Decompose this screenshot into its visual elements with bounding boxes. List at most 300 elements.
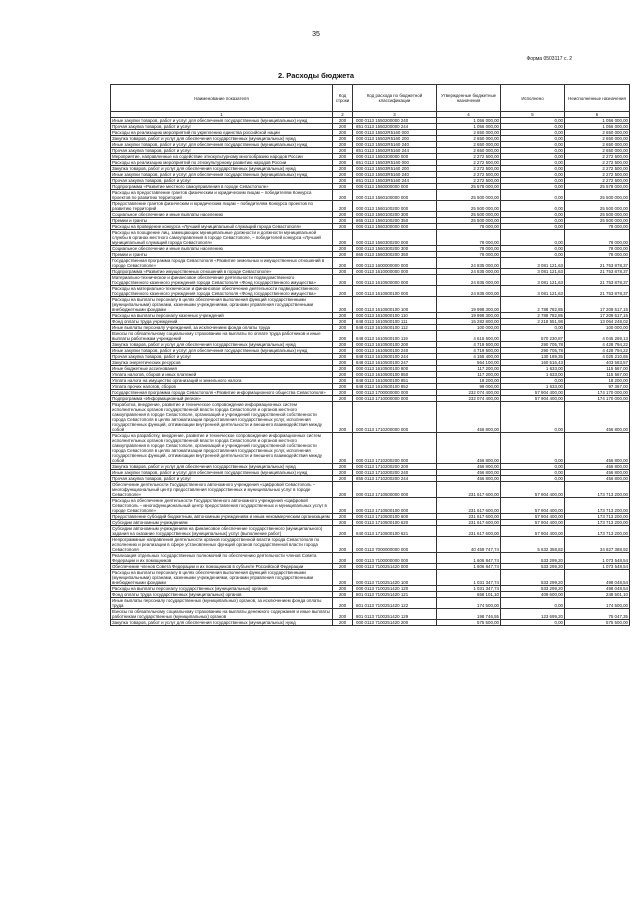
row-indicator-name: Закупка товаров, работ и услуг для обеспечения государственных (муниципальных) нужд xyxy=(111,464,333,470)
row-unexecuted-amount: 4 428 794,22 xyxy=(565,348,630,354)
table-row xyxy=(111,258,630,269)
table-row xyxy=(111,348,630,354)
table-row xyxy=(111,586,630,592)
row-line-code: 200 xyxy=(333,172,353,178)
row-classification-code: 000 0113 1610500100 200 xyxy=(353,342,437,348)
row-approved-amount: 2 272 500,00 xyxy=(437,172,501,178)
row-approved-amount: 231 617 600,00 xyxy=(437,514,501,520)
row-executed-amount: 0,00 xyxy=(501,154,565,160)
row-line-code: 200 xyxy=(333,246,353,252)
row-unexecuted-amount: 2 650 000,00 xyxy=(565,142,630,148)
row-line-code: 200 xyxy=(333,384,353,390)
row-classification-code: 000 0113 7100251420 120 xyxy=(353,586,437,592)
column-number: 6 xyxy=(565,112,630,118)
row-unexecuted-amount: 21 753 878,37 xyxy=(565,269,630,275)
row-indicator-name: Государственная программа города Севастополя «Развитие земельных и имущественных отношений в городе Севастополе» xyxy=(111,258,333,269)
row-line-code: 200 xyxy=(333,160,353,166)
row-line-code: 200 xyxy=(333,230,353,246)
row-executed-amount: 57 904 400,00 xyxy=(501,514,565,520)
table-row xyxy=(111,564,630,570)
row-unexecuted-amount: 115 567,00 xyxy=(565,366,630,372)
row-unexecuted-amount: 174 170 000,00 xyxy=(565,390,630,396)
row-approved-amount: 78 000,00 xyxy=(437,246,501,252)
row-executed-amount: 2 788 782,85 xyxy=(501,297,565,313)
row-indicator-name: Государственная программа города Севастополя «Развитие информационного общества Севастополя» xyxy=(111,390,333,396)
row-executed-amount: 130 189,35 xyxy=(501,354,565,360)
row-indicator-name: Уплата налогов, сборов и иных платежей xyxy=(111,372,333,378)
column-number: 2 xyxy=(333,112,353,118)
section-title: 2. Расходы бюджета xyxy=(277,71,355,80)
row-approved-amount: 231 617 600,00 xyxy=(437,526,501,537)
row-line-code: 200 xyxy=(333,224,353,230)
row-line-code: 200 xyxy=(333,124,353,130)
row-indicator-name: Иные выплаты персоналу учреждений, за исключением фонда оплаты труда xyxy=(111,325,333,331)
row-unexecuted-amount: 21 753 878,37 xyxy=(565,258,630,269)
row-approved-amount: 1 056 000,00 xyxy=(437,124,501,130)
row-approved-amount: 2 272 500,00 xyxy=(437,154,501,160)
table-row xyxy=(111,592,630,598)
row-line-code: 200 xyxy=(333,360,353,366)
row-unexecuted-amount: 21 753 878,37 xyxy=(565,286,630,297)
row-executed-amount: 290 705,78 xyxy=(501,342,565,348)
row-classification-code: 000 0113 1560300000 000 xyxy=(353,224,437,230)
row-executed-amount: 533 299,20 xyxy=(501,570,565,586)
row-approved-amount: 4 615 500,00 xyxy=(437,331,501,342)
row-line-code: 200 xyxy=(333,130,353,136)
row-indicator-name: Расходы на выплаты персоналу государственных (муниципальных) органов xyxy=(111,586,333,592)
row-unexecuted-amount: 2 650 000,00 xyxy=(565,136,630,142)
row-executed-amount: 0,00 xyxy=(501,118,565,124)
row-approved-amount: 24 835 000,00 xyxy=(437,286,501,297)
row-unexecuted-amount: 174 170 000,00 xyxy=(565,396,630,402)
header-executed: Исполнено xyxy=(501,85,565,112)
row-approved-amount: 25 500 000,00 xyxy=(437,190,501,201)
table-row xyxy=(111,570,630,586)
header-indicator-name: Наименование показателя xyxy=(111,85,333,112)
row-approved-amount: 1 606 847,74 xyxy=(437,564,501,570)
row-unexecuted-amount: 78 000,00 xyxy=(565,224,630,230)
table-row xyxy=(111,331,630,342)
row-approved-amount: 231 617 600,00 xyxy=(437,520,501,526)
row-classification-code: 000 0113 1610500100 800 xyxy=(353,366,437,372)
row-unexecuted-amount: 1 073 548,54 xyxy=(565,564,630,570)
row-classification-code: 000 0113 1560100200 300 xyxy=(353,212,437,218)
row-classification-code: 000 0113 1710200200 000 xyxy=(353,433,437,464)
row-classification-code: 801 0113 7100251420 122 xyxy=(353,598,437,609)
row-indicator-name: Премии и гранты xyxy=(111,218,333,224)
row-approved-amount: 24 835 000,00 xyxy=(437,258,501,269)
row-executed-amount: 57 904 400,00 xyxy=(501,390,565,396)
row-unexecuted-amount: 25 500 000,00 xyxy=(565,212,630,218)
row-indicator-name: Прочая закупка товаров, работ и услуг xyxy=(111,178,333,184)
row-indicator-name: Прочая закупка товаров, работ и услуг xyxy=(111,354,333,360)
column-number: 5 xyxy=(501,112,565,118)
row-approved-amount: 25 578 000,00 xyxy=(437,184,501,190)
row-classification-code: 000 0113 7100000000 000 xyxy=(353,553,437,564)
row-unexecuted-amount: 100 000,00 xyxy=(565,325,630,331)
row-classification-code: 000 0113 15503R5160 240 xyxy=(353,172,437,178)
row-executed-amount: 1 633,00 xyxy=(501,366,565,372)
row-executed-amount: 0,00 xyxy=(501,433,565,464)
row-classification-code: 000 0113 1610500100 110 xyxy=(353,313,437,319)
row-executed-amount: 0,00 xyxy=(501,230,565,246)
row-line-code: 200 xyxy=(333,190,353,201)
row-unexecuted-amount: 1 073 548,54 xyxy=(565,553,630,564)
row-unexecuted-amount: 456 800,00 xyxy=(565,470,630,476)
row-unexecuted-amount: 173 713 200,00 xyxy=(565,526,630,537)
row-classification-code: 865 0113 1560300200 350 xyxy=(353,252,437,258)
row-line-code: 200 xyxy=(333,218,353,224)
row-classification-code: 851 0113 15503R5160 000 xyxy=(353,160,437,166)
table-row xyxy=(111,537,630,553)
table-row xyxy=(111,230,630,246)
row-unexecuted-amount: 2 650 000,00 xyxy=(565,130,630,136)
row-classification-code: 801 0113 7100251420 129 xyxy=(353,609,437,620)
row-indicator-name: Расходы на выплаты персоналу в целях обеспечения выполнения функций государственными (муниципальными) органами, казенными учреждениями, органами управления государственными внебюджетными фондами xyxy=(111,570,333,586)
row-indicator-name: Расходы на предоставление грантов физическим и юридическим лицам – победителям Конкурса проектов по развитию территорий xyxy=(111,190,333,201)
row-line-code: 200 xyxy=(333,433,353,464)
row-indicator-name: Субсидии автономным учреждениям xyxy=(111,520,333,526)
column-number: 4 xyxy=(437,112,501,118)
column-number: 1 xyxy=(111,112,333,118)
row-indicator-name: Фонд оплаты труда государственных (муниципальных) органов xyxy=(111,592,333,598)
row-unexecuted-amount: 1 056 000,00 xyxy=(565,118,630,124)
row-executed-amount: 57 904 400,00 xyxy=(501,396,565,402)
row-classification-code: 000 0113 15502R5160 240 xyxy=(353,142,437,148)
row-approved-amount: 99 000,00 xyxy=(437,384,501,390)
row-indicator-name: Иные бюджетные ассигнования xyxy=(111,366,333,372)
table-row xyxy=(111,482,630,498)
row-approved-amount: 2 650 000,00 xyxy=(437,136,501,142)
row-line-code: 200 xyxy=(333,620,353,626)
row-line-code: 200 xyxy=(333,402,353,433)
row-indicator-name: Расходы на выплаты персоналу казенных учреждений xyxy=(111,313,333,319)
row-executed-amount: 3 081 121,63 xyxy=(501,258,565,269)
row-executed-amount: 3 081 121,63 xyxy=(501,275,565,286)
row-classification-code: 000 0113 7100251420 100 xyxy=(353,570,437,586)
row-line-code: 200 xyxy=(333,470,353,476)
row-classification-code: 000 0113 1610500100 850 xyxy=(353,372,437,378)
row-classification-code: 851 0113 15503R5160 244 xyxy=(353,178,437,184)
row-unexecuted-amount: 13 064 248,02 xyxy=(565,319,630,325)
row-classification-code: 000 0113 1710500100 000 xyxy=(353,498,437,514)
row-executed-amount: 0,00 xyxy=(501,224,565,230)
table-row xyxy=(111,313,630,319)
table-row xyxy=(111,275,630,286)
row-approved-amount: 2 272 500,00 xyxy=(437,178,501,184)
row-line-code: 200 xyxy=(333,331,353,342)
row-classification-code: 000 0113 1560100200 000 xyxy=(353,201,437,212)
row-approved-amount: 1 056 000,00 xyxy=(437,118,501,124)
row-approved-amount: 2 650 000,00 xyxy=(437,142,501,148)
row-line-code: 200 xyxy=(333,609,353,620)
row-approved-amount: 2 272 500,00 xyxy=(437,160,501,166)
row-unexecuted-amount: 248 501,10 xyxy=(565,592,630,598)
row-executed-amount: 409 600,00 xyxy=(501,592,565,598)
row-executed-amount: 0,00 xyxy=(501,172,565,178)
row-indicator-name: Иные закупки товаров, работ и услуг для обеспечения государственных (муниципальных) нужд xyxy=(111,142,333,148)
row-unexecuted-amount: 2 272 500,00 xyxy=(565,160,630,166)
row-executed-amount: 0,00 xyxy=(501,476,565,482)
row-line-code: 200 xyxy=(333,514,353,520)
row-approved-amount: 2 272 500,00 xyxy=(437,166,501,172)
row-line-code: 200 xyxy=(333,313,353,319)
row-classification-code: 855 0113 1710200200 244 xyxy=(353,476,437,482)
row-classification-code: 840 0113 1710500100 621 xyxy=(353,526,437,537)
row-classification-code: 000 0113 1610000000 000 xyxy=(353,269,437,275)
row-line-code: 200 xyxy=(333,526,353,537)
row-unexecuted-amount: 4 428 794,22 xyxy=(565,342,630,348)
row-unexecuted-amount: 575 500,00 xyxy=(565,620,630,626)
row-executed-amount: 160 516,43 xyxy=(501,360,565,366)
row-approved-amount: 231 617 600,00 xyxy=(437,482,501,498)
table-row xyxy=(111,620,630,626)
row-indicator-name: Мероприятие, направленные на содействие этнокультурному многообразию народов России xyxy=(111,154,333,160)
row-approved-amount: 456 800,00 xyxy=(437,476,501,482)
row-indicator-name: Расходы на проведение конкурса «Лучший муниципальный служащий города Севастополя» xyxy=(111,224,333,230)
row-indicator-name: Социальное обеспечение и иные выплаты населению xyxy=(111,212,333,218)
table-row xyxy=(111,498,630,514)
row-executed-amount: 0,00 xyxy=(501,212,565,218)
row-indicator-name: Закупка товаров, работ и услуг для обеспечения государственных (муниципальных) нужд xyxy=(111,342,333,348)
row-indicator-name: Иные выплаты персоналу государственных (муниципальных) органов, за исключением фонда оплаты труда xyxy=(111,598,333,609)
row-approved-amount: 78 000,00 xyxy=(437,252,501,258)
row-indicator-name: Иные закупки товаров, работ и услуг для обеспечения государственных (муниципальных) нужд xyxy=(111,348,333,354)
row-line-code: 200 xyxy=(333,166,353,172)
row-executed-amount: 2 218 551,98 xyxy=(501,319,565,325)
row-line-code: 200 xyxy=(333,372,353,378)
row-classification-code: 000 0113 7100251420 200 xyxy=(353,620,437,626)
row-executed-amount: 0,00 xyxy=(501,136,565,142)
row-unexecuted-amount: 25 500 000,00 xyxy=(565,201,630,212)
row-line-code: 200 xyxy=(333,154,353,160)
row-unexecuted-amount: 498 048,54 xyxy=(565,570,630,586)
row-classification-code: 000 0113 1610500100 100 xyxy=(353,297,437,313)
row-approved-amount: 174 500,00 xyxy=(437,598,501,609)
row-classification-code: 000 0113 1710500000 000 xyxy=(353,482,437,498)
table-row xyxy=(111,390,630,396)
row-line-code: 200 xyxy=(333,184,353,190)
row-line-code: 200 xyxy=(333,482,353,498)
row-unexecuted-amount: 173 713 200,00 xyxy=(565,520,630,526)
row-classification-code: 000 0113 1710200200 240 xyxy=(353,470,437,476)
row-indicator-name: Материально-техническое и финансовое обеспечение деятельности подведомственного Государственного казенного учреждения города Севастополя «Фонд государственного имущества» xyxy=(111,275,333,286)
row-indicator-name: Прочая закупка товаров, работ и услуг xyxy=(111,148,333,154)
row-executed-amount: 0,00 xyxy=(501,620,565,626)
row-indicator-name: Подпрограмма «Развитие местного самоуправления в городе Севастополе» xyxy=(111,184,333,190)
row-indicator-name: Закупка энергетических ресурсов xyxy=(111,360,333,366)
row-approved-amount: 232 074 400,00 xyxy=(437,390,501,396)
row-unexecuted-amount: 17 209 517,15 xyxy=(565,297,630,313)
row-indicator-name: Подпрограмма «Развитие имущественных отношений в городе Севастополе» xyxy=(111,269,333,275)
row-line-code: 200 xyxy=(333,286,353,297)
row-unexecuted-amount: 25 500 000,00 xyxy=(565,218,630,224)
row-unexecuted-amount: 2 272 500,00 xyxy=(565,178,630,184)
row-executed-amount: 0,00 xyxy=(501,160,565,166)
row-classification-code: 848 0113 1610500100 112 xyxy=(353,325,437,331)
row-line-code: 200 xyxy=(333,390,353,396)
row-unexecuted-amount: 456 800,00 xyxy=(565,464,630,470)
row-indicator-name: Иные закупки товаров, работ и услуг для обеспечения государственных (муниципальных) нужд xyxy=(111,118,333,124)
column-number: 3 xyxy=(353,112,437,118)
row-indicator-name: Взносы по обязательному социальному страхованию на выплаты денежного содержания и иные выплаты работникам государственных (муниципальных) органов xyxy=(111,609,333,620)
row-classification-code: 000 0113 15502R5160 200 xyxy=(353,136,437,142)
row-line-code: 200 xyxy=(333,297,353,313)
row-approved-amount: 25 500 000,00 xyxy=(437,201,501,212)
row-indicator-name: Уплата прочих налогов, сборов xyxy=(111,384,333,390)
row-indicator-name: Обеспечение деятельности Государственного автономного учреждения «Цифровой Севастополь – многофункциональный центр предоставления государственных и муниципальных услуг в городе Севастополе» xyxy=(111,482,333,498)
table-row xyxy=(111,190,630,201)
row-classification-code: 000 0113 15503R5160 200 xyxy=(353,166,437,172)
row-line-code: 200 xyxy=(333,136,353,142)
row-classification-code: 000 0113 1610500100 240 xyxy=(353,348,437,354)
row-classification-code: 000 0113 1560000000 000 xyxy=(353,184,437,190)
row-executed-amount: 57 904 400,00 xyxy=(501,482,565,498)
row-unexecuted-amount: 115 567,00 xyxy=(565,372,630,378)
row-indicator-name: Расходы на обеспечение деятельности Государственного автономного учреждения «Цифровой Севастополь – многофункциональный центр предоставления государственных и муниципальных услуг в городе Севастополе» xyxy=(111,498,333,514)
row-classification-code: 801 0113 7100251420 121 xyxy=(353,592,437,598)
row-classification-code: 000 0113 1710000000 000 xyxy=(353,396,437,402)
row-unexecuted-amount: 456 800,00 xyxy=(565,476,630,482)
row-unexecuted-amount: 173 713 200,00 xyxy=(565,482,630,498)
row-classification-code: 848 0113 1610500100 111 xyxy=(353,319,437,325)
row-line-code: 200 xyxy=(333,342,353,348)
table-row xyxy=(111,514,630,520)
row-line-code: 200 xyxy=(333,148,353,154)
row-executed-amount: 0,00 xyxy=(501,184,565,190)
row-executed-amount: 0,00 xyxy=(501,464,565,470)
row-approved-amount: 25 500 000,00 xyxy=(437,212,501,218)
row-classification-code: 000 0113 1560100000 000 xyxy=(353,190,437,201)
table-row xyxy=(111,269,630,275)
row-classification-code: 000 0113 1710500100 620 xyxy=(353,520,437,526)
row-line-code: 200 xyxy=(333,118,353,124)
row-indicator-name: Социальное обеспечение и иные выплаты населению xyxy=(111,246,333,252)
row-line-code: 200 xyxy=(333,598,353,609)
budget-expenses-table xyxy=(110,84,630,626)
row-line-code: 200 xyxy=(333,476,353,482)
row-line-code: 200 xyxy=(333,275,353,286)
table-row xyxy=(111,402,630,433)
row-unexecuted-amount: 34 827 388,92 xyxy=(565,537,630,553)
row-executed-amount: 3 081 121,63 xyxy=(501,269,565,275)
row-line-code: 200 xyxy=(333,252,353,258)
row-unexecuted-amount: 78 000,00 xyxy=(565,230,630,246)
row-line-code: 200 xyxy=(333,354,353,360)
row-line-code: 200 xyxy=(333,366,353,372)
row-classification-code: 000 0113 1610500100 000 xyxy=(353,286,437,297)
row-classification-code: 000 0113 1550200000 240 xyxy=(353,118,437,124)
row-indicator-name: Иные закупки товаров, работ и услуг для обеспечения государственных (муниципальных) нужд xyxy=(111,172,333,178)
row-executed-amount: 1 633,00 xyxy=(501,384,565,390)
row-executed-amount: 3 081 121,63 xyxy=(501,286,565,297)
row-line-code: 200 xyxy=(333,464,353,470)
row-unexecuted-amount: 21 753 878,37 xyxy=(565,275,630,286)
row-executed-amount: 0,00 xyxy=(501,166,565,172)
row-unexecuted-amount: 403 583,57 xyxy=(565,360,630,366)
row-classification-code: 000 0113 7100251420 000 xyxy=(353,564,437,570)
row-unexecuted-amount: 75 047,35 xyxy=(565,609,630,620)
row-unexecuted-amount: 173 713 200,00 xyxy=(565,514,630,520)
row-approved-amount: 24 835 000,00 xyxy=(437,275,501,286)
row-classification-code: 000 0113 1600000000 000 xyxy=(353,258,437,269)
row-indicator-name: Расходы на выплаты персоналу в целях обеспечения выполнения функций государственными (муниципальными) органами, казенными учреждениями, органами управления государственными внебюджетными фондами xyxy=(111,297,333,313)
row-indicator-name: Прочая закупка товаров, работ и услуг xyxy=(111,476,333,482)
row-unexecuted-amount: 4 045 269,13 xyxy=(565,331,630,342)
row-executed-amount: 0,00 xyxy=(501,402,565,433)
row-classification-code: 000 0113 1610500000 000 xyxy=(353,275,437,286)
row-classification-code: 848 0113 1610500100 852 xyxy=(353,384,437,390)
row-unexecuted-amount: 17 209 517,15 xyxy=(565,313,630,319)
table-row xyxy=(111,286,630,297)
row-executed-amount: 533 299,20 xyxy=(501,553,565,564)
row-classification-code: 000 0113 1560300200 300 xyxy=(353,246,437,252)
table-row xyxy=(111,526,630,537)
row-executed-amount: 57 904 400,00 xyxy=(501,520,565,526)
row-indicator-name: Обеспечение членов Совета Федерации и их помощников в субъекте Российской Федерации xyxy=(111,564,333,570)
row-classification-code: 848 0113 1610500100 851 xyxy=(353,378,437,384)
row-executed-amount: 0,00 xyxy=(501,130,565,136)
row-classification-code: 848 0113 1610500100 119 xyxy=(353,331,437,342)
row-approved-amount: 575 500,00 xyxy=(437,620,501,626)
row-unexecuted-amount: 173 713 200,00 xyxy=(565,498,630,514)
row-classification-code: 000 0113 1560300200 000 xyxy=(353,230,437,246)
row-executed-amount: 57 904 400,00 xyxy=(501,526,565,537)
page-number: 35 xyxy=(312,31,320,38)
row-line-code: 200 xyxy=(333,212,353,218)
row-line-code: 200 xyxy=(333,325,353,331)
row-line-code: 200 xyxy=(333,258,353,269)
row-indicator-name: Предоставление грантов физическим и юридическим лицам – победителям Конкурса проектов по развитию территорий xyxy=(111,201,333,212)
table-row xyxy=(111,609,630,620)
row-executed-amount: 0,00 xyxy=(501,470,565,476)
row-line-code: 200 xyxy=(333,348,353,354)
row-unexecuted-amount: 2 272 500,00 xyxy=(565,154,630,160)
row-executed-amount: 0,00 xyxy=(501,598,565,609)
row-line-code: 200 xyxy=(333,570,353,586)
row-approved-amount: 1 031 347,74 xyxy=(437,570,501,586)
row-line-code: 200 xyxy=(333,520,353,526)
row-indicator-name: Взносы по обязательному социальному страхованию на выплаты по оплате труда работников и иные выплаты работникам учреждений xyxy=(111,331,333,342)
row-line-code: 200 xyxy=(333,586,353,592)
row-unexecuted-amount: 2 650 000,00 xyxy=(565,148,630,154)
row-unexecuted-amount: 78 000,00 xyxy=(565,246,630,252)
row-classification-code: 000 0113 1710200200 200 xyxy=(353,464,437,470)
row-executed-amount: 0,00 xyxy=(501,325,565,331)
row-executed-amount: 0,00 xyxy=(501,124,565,130)
table-row xyxy=(111,553,630,564)
row-indicator-name: Субсидии автономным учреждениям на финансовое обеспечение государственного (муниципального) задания на оказание государственных (муниципальных) услуг (выполнение работ) xyxy=(111,526,333,537)
row-line-code: 200 xyxy=(333,201,353,212)
row-unexecuted-amount: 4 025 210,65 xyxy=(565,354,630,360)
row-indicator-name: Расходы на поощрение лиц, замещающих муниципальные должности и должности муниципальной службы в органах местного самоуправления в городе Севастополе, – победителей конкурса «Лучший муниципальный служащий города Севастополя» xyxy=(111,230,333,246)
row-classification-code: 851 0113 1550200000 244 xyxy=(353,124,437,130)
row-line-code: 200 xyxy=(333,537,353,553)
row-executed-amount: 0,00 xyxy=(501,178,565,184)
row-indicator-name: Закупка товаров, работ и услуг для обеспечения государственных (муниципальных) нужд xyxy=(111,620,333,626)
row-classification-code: 865 0113 1560100200 350 xyxy=(353,218,437,224)
row-approved-amount: 4 155 400,00 xyxy=(437,354,501,360)
row-approved-amount: 18 200,00 xyxy=(437,378,501,384)
row-executed-amount: 570 230,87 xyxy=(501,331,565,342)
row-approved-amount: 100 000,00 xyxy=(437,325,501,331)
row-classification-code: 851 0113 15502R5160 244 xyxy=(353,148,437,154)
table-row xyxy=(111,354,630,360)
table-body xyxy=(111,118,630,626)
row-executed-amount: 0,00 xyxy=(501,142,565,148)
row-indicator-name: Иные закупки товаров, работ и услуг для обеспечения государственных (муниципальных) нужд xyxy=(111,470,333,476)
table-row xyxy=(111,297,630,313)
